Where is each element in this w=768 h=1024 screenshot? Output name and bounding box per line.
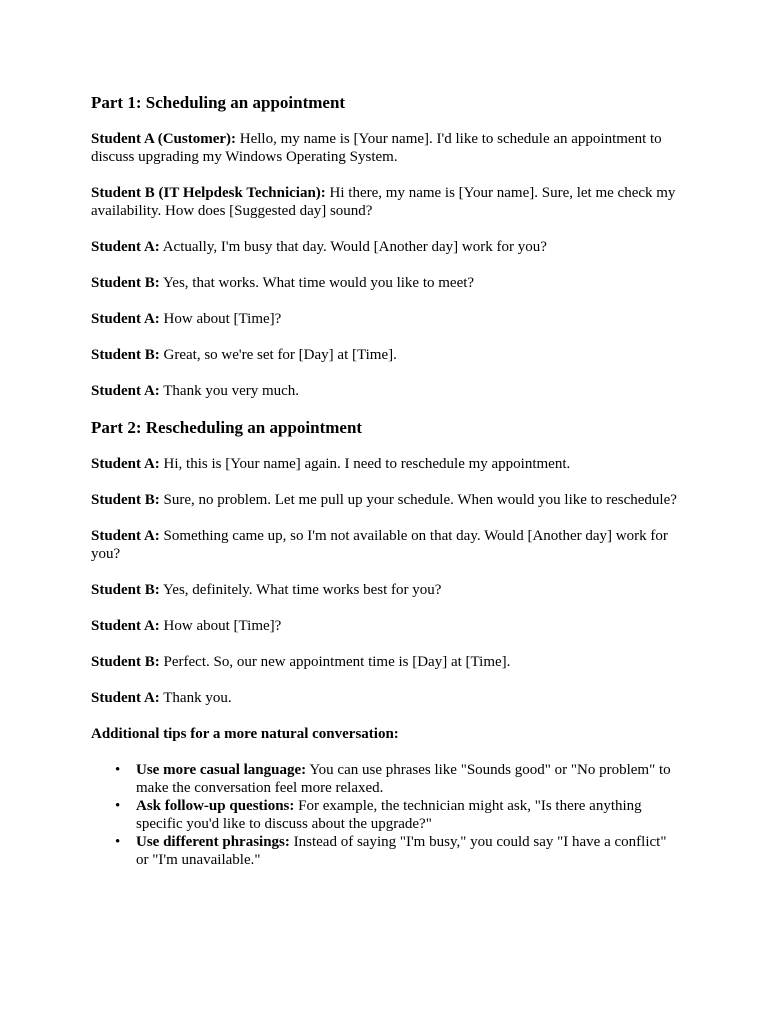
tip-text: For example, the technician might ask, "Is there anything specific you'd like to discuss about the upgrade?" <box>136 798 642 832</box>
dialogue-line <box>91 130 681 166</box>
line-text: Yes, that works. What time would you like to meet? <box>159 275 475 291</box>
line-text: Hi, this is [Your name] again. I need to reschedule my appointment. <box>159 456 571 472</box>
list-item <box>115 761 681 797</box>
part2-heading: Part 2: Rescheduling an appointment <box>91 418 363 437</box>
dialogue-line <box>91 274 681 292</box>
dialogue-line <box>91 382 681 400</box>
line-text: How about [Time]? <box>159 618 282 634</box>
tips-heading: Additional tips for a more natural conversation: <box>91 726 399 742</box>
part1-heading: Part 1: Scheduling an appointment <box>91 93 346 112</box>
list-item <box>115 797 681 833</box>
speaker-label: Student A: <box>91 239 160 255</box>
tip-text: Instead of saying "I'm busy," you could say "I have a conflict" or "I'm unavailable." <box>136 834 667 868</box>
line-text: Sure, no problem. Let me pull up your schedule. When would you like to reschedule? <box>159 492 677 508</box>
dialogue-line <box>91 310 681 328</box>
dialogue-line <box>91 653 681 671</box>
speaker-label: Student A: <box>91 456 160 472</box>
line-text: Hello, my name is [Your name]. I'd like to schedule an appointment to discuss upgrading my Windows Operating System. <box>91 131 662 165</box>
speaker-label: Student A: <box>91 311 160 327</box>
dialogue-line <box>91 491 681 509</box>
line-text: Actually, I'm busy that day. Would [Another day] work for you? <box>159 239 547 255</box>
dialogue-line <box>91 689 681 707</box>
document-page <box>91 93 681 869</box>
dialogue-line <box>91 238 681 256</box>
tip-lead: Use different phrasings: <box>136 834 290 850</box>
tips-list <box>91 761 681 869</box>
dialogue-line <box>91 617 681 635</box>
line-text: Hi there, my name is [Your name]. Sure, let me check my availability. How does [Suggested day] sound? <box>91 185 676 219</box>
bullet-icon: • <box>115 834 121 850</box>
dialogue-line <box>91 527 681 563</box>
speaker-label: Student A (Customer): <box>91 131 236 147</box>
tip-text: You can use phrases like "Sounds good" or "No problem" to make the conversation feel more relaxed. <box>136 762 671 796</box>
speaker-label: Student A: <box>91 383 160 399</box>
dialogue-line <box>91 581 681 599</box>
tip-lead: Ask follow-up questions: <box>136 798 295 814</box>
line-text: Perfect. So, our new appointment time is [Day] at [Time]. <box>159 654 511 670</box>
speaker-label: Student B: <box>91 347 160 363</box>
list-item <box>115 833 681 869</box>
speaker-label: Student B: <box>91 275 160 291</box>
line-text: Thank you. <box>159 690 232 706</box>
speaker-label: Student A: <box>91 690 160 706</box>
speaker-label: Student B (IT Helpdesk Technician): <box>91 185 326 201</box>
bullet-icon: • <box>115 798 121 814</box>
line-text: Yes, definitely. What time works best for you? <box>159 582 442 598</box>
part1-dialogue <box>91 130 681 400</box>
tip-lead: Use more casual language: <box>136 762 307 778</box>
speaker-label: Student B: <box>91 492 160 508</box>
line-text: How about [Time]? <box>159 311 282 327</box>
line-text: Great, so we're set for [Day] at [Time]. <box>159 347 397 363</box>
bullet-icon: • <box>115 762 121 778</box>
speaker-label: Student A: <box>91 528 160 544</box>
line-text: Thank you very much. <box>159 383 300 399</box>
line-text: Something came up, so I'm not available on that day. Would [Another day] work for you? <box>91 528 668 562</box>
speaker-label: Student B: <box>91 654 160 670</box>
dialogue-line <box>91 346 681 364</box>
speaker-label: Student B: <box>91 582 160 598</box>
dialogue-line <box>91 455 681 473</box>
speaker-label: Student A: <box>91 618 160 634</box>
dialogue-line <box>91 184 681 220</box>
part2-dialogue <box>91 455 681 707</box>
